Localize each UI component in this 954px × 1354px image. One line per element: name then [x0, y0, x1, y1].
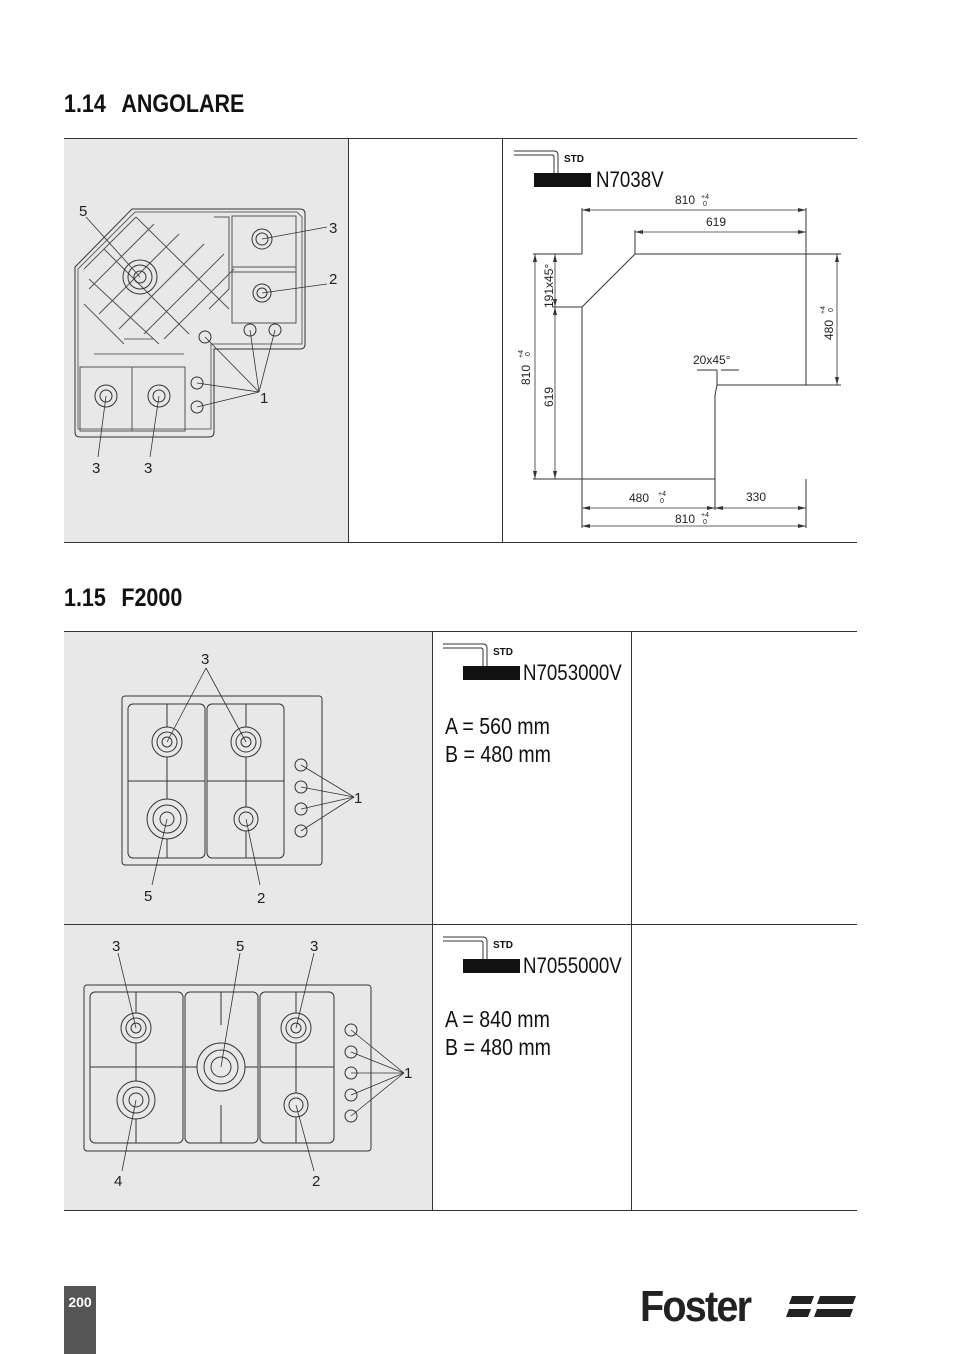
angolare-hob-diagram	[64, 139, 348, 542]
callout-3: 3	[310, 938, 319, 955]
callout-2: 2	[312, 1173, 321, 1190]
page-number: 200	[64, 1286, 96, 1354]
divider	[64, 542, 857, 543]
std-label: STD	[493, 647, 513, 658]
dim-left-total: 810	[519, 364, 533, 385]
dimension-b: B = 480 mm	[445, 1034, 551, 1060]
divider	[64, 1210, 857, 1211]
svg-text:0: 0	[703, 201, 707, 208]
divider	[432, 631, 433, 1211]
callout-3: 3	[92, 460, 101, 477]
svg-text:0: 0	[703, 519, 707, 526]
callout-1: 1	[260, 390, 269, 407]
callout-1: 1	[354, 790, 363, 807]
section-title-1-14: 1.14 ANGOLARE	[64, 90, 245, 118]
dimension-a: A = 560 mm	[445, 713, 550, 739]
callout-5: 5	[79, 203, 88, 220]
callout-5: 5	[236, 938, 245, 955]
dim-bottom-total: 810	[675, 512, 696, 526]
callout-3: 3	[144, 460, 153, 477]
callout-1: 1	[404, 1065, 413, 1082]
callout-3: 3	[201, 651, 210, 668]
svg-text:+4: +4	[820, 306, 827, 314]
dim-bottom-right: 330	[746, 490, 767, 504]
cutout-dimension-diagram	[503, 180, 857, 540]
divider	[631, 631, 632, 1211]
dim-top-inner: 619	[706, 215, 727, 229]
std-bracket-icon	[443, 642, 523, 682]
brand-name: Foster	[640, 1282, 751, 1331]
model-code: N7038V	[596, 167, 664, 192]
model-code: N7053000V	[523, 660, 622, 685]
svg-text:0: 0	[660, 498, 664, 505]
callout-3: 3	[112, 938, 121, 955]
brand-logo	[640, 1282, 762, 1332]
f2000-4-burner-diagram	[64, 632, 432, 924]
knob-icon	[295, 759, 307, 837]
std-label: STD	[564, 154, 584, 165]
f2000-5-burner-diagram	[64, 925, 432, 1210]
callout-4: 4	[114, 1173, 123, 1190]
svg-text:0: 0	[828, 308, 835, 312]
callout-2: 2	[329, 271, 338, 288]
callout-5: 5	[144, 888, 153, 905]
svg-text:0: 0	[525, 352, 532, 356]
svg-text:+4: +4	[518, 350, 525, 358]
dim-top-total: 810	[675, 193, 696, 207]
divider	[348, 138, 349, 543]
dim-notch: 20x45°	[693, 353, 731, 367]
dim-left-inner: 619	[542, 386, 556, 407]
dim-right: 480	[822, 319, 836, 340]
svg-text:+4: +4	[658, 491, 666, 498]
dim-chamfer: 191x45°	[542, 263, 556, 308]
svg-text:+4: +4	[701, 194, 709, 201]
dimension-b: B = 480 mm	[445, 741, 551, 767]
model-code: N7055000V	[523, 953, 622, 978]
callout-3: 3	[329, 220, 338, 237]
std-label: STD	[493, 940, 513, 951]
brand-stripes-icon	[784, 1292, 858, 1326]
section-title-1-15: 1.15 F2000	[64, 584, 183, 612]
std-bracket-icon	[443, 935, 523, 975]
dimension-a: A = 840 mm	[445, 1006, 550, 1032]
dim-bottom-left: 480	[629, 491, 650, 505]
svg-text:+4: +4	[701, 512, 709, 519]
callout-2: 2	[257, 890, 266, 907]
